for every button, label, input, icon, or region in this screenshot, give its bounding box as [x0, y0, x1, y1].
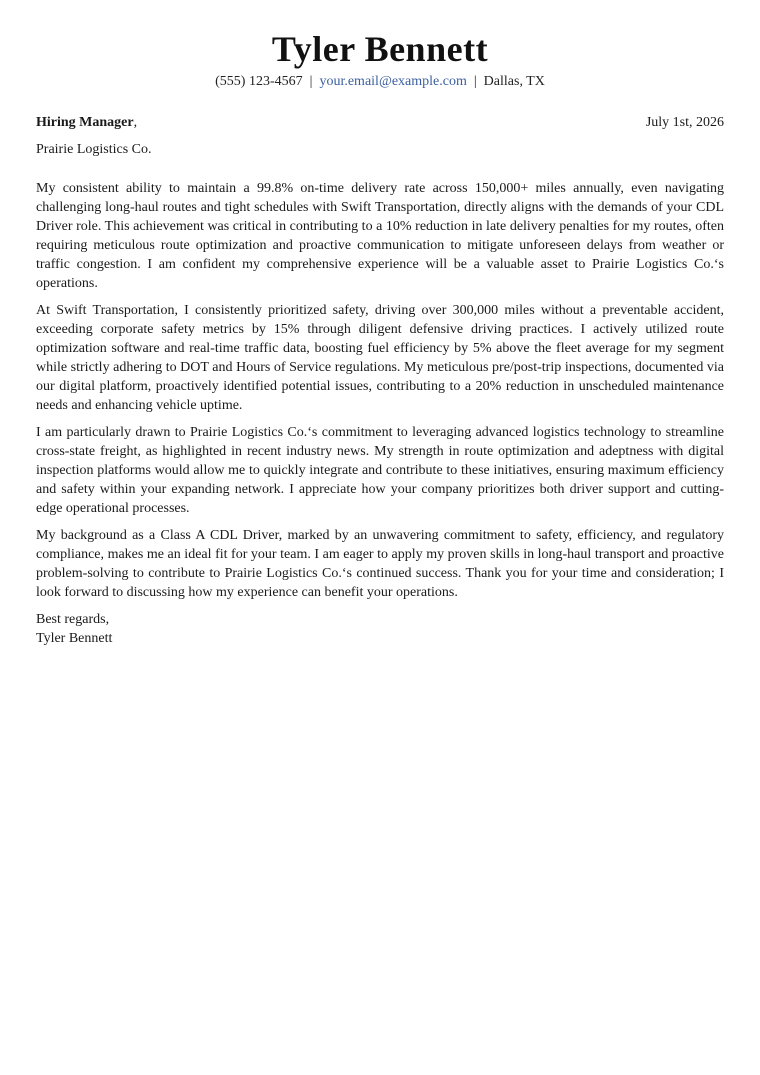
body-paragraph: At Swift Transportation, I consistently prioritized safety, driving over 300,000 miles without a preventable accident, exceeding corporate safety metrics by 15% through diligent defensive driving practices. I actively utilized route optimization software and real-time traffic data, boosting fuel efficiency by 5% above the fleet average for my segment while strictly adhering to DOT and Hours of Service regulations. My meticulous pre/post-trip inspections, documented via our digital platform, proactively identified potential issues, contributing to a 20% reduction in unscheduled maintenance needs and enhancing vehicle uptime.	[36, 303, 724, 413]
recipient-title-comma: ,	[133, 115, 138, 130]
email-link[interactable]: your.email@example.com	[319, 74, 467, 89]
phone-number: (555) 123-4567	[215, 74, 303, 89]
body-paragraph: My consistent ability to maintain a 99.8% on-time delivery rate across 150,000+ miles annually, even navigating challenging long-haul routes and tight schedules with Swift Transportation, directly aligns with the demands of your CDL Driver role. This achievement was critical in contributing to a 10% reduction in late delivery penalties for my routes, often requiring meticulous route optimization and proactive communication to mitigate unforeseen delays from weather or traffic congestion. I am confident my comprehensive experience will be a valuable asset to Prairie Logistics Co.‘s operations.	[36, 181, 724, 291]
body-paragraph: My background as a Class A CDL Driver, marked by an unwavering commitment to safety, efficiency, and regulatory compliance, makes me an ideal fit for your team. I am eager to apply my proven skills in long-haul transport and proactive problem-solving to contribute to Prairie Logistics Co.‘s continued success. Thank you for your time and consideration; I look forward to discussing how my experience can benefit your operations.	[36, 528, 724, 600]
hiring-manager-label: Hiring Manager	[36, 115, 134, 130]
contact-separator: |	[473, 74, 477, 89]
location: Dallas, TX	[483, 74, 545, 89]
applicant-name: Tyler Bennett	[271, 29, 489, 69]
cover-letter-page	[36, 0, 724, 648]
body-paragraph: I am particularly drawn to Prairie Logistics Co.‘s commitment to leveraging advanced logistics technology to streamline cross-state freight, as highlighted in recent industry news. My strength in route optimization and adeptness with digital inspection platforms would allow me to quickly integrate and contribute to these initiatives, ensuring maximum efficiency and safety within your expanding network. I appreciate how your company prioritizes both driver support and cutting-edge operational processes.	[36, 425, 724, 516]
recipient-company: Prairie Logistics Co.	[36, 142, 152, 157]
signature-name: Tyler Bennett	[36, 631, 113, 646]
closing-block	[36, 610, 724, 648]
letter-body	[36, 179, 724, 602]
contact-separator: |	[309, 74, 313, 89]
contact-line	[36, 73, 724, 91]
closing-salutation: Best regards,	[36, 612, 110, 627]
recipient-title	[36, 114, 137, 132]
recipient-row	[36, 114, 724, 132]
letter-date: July 1st, 2026	[645, 115, 724, 130]
